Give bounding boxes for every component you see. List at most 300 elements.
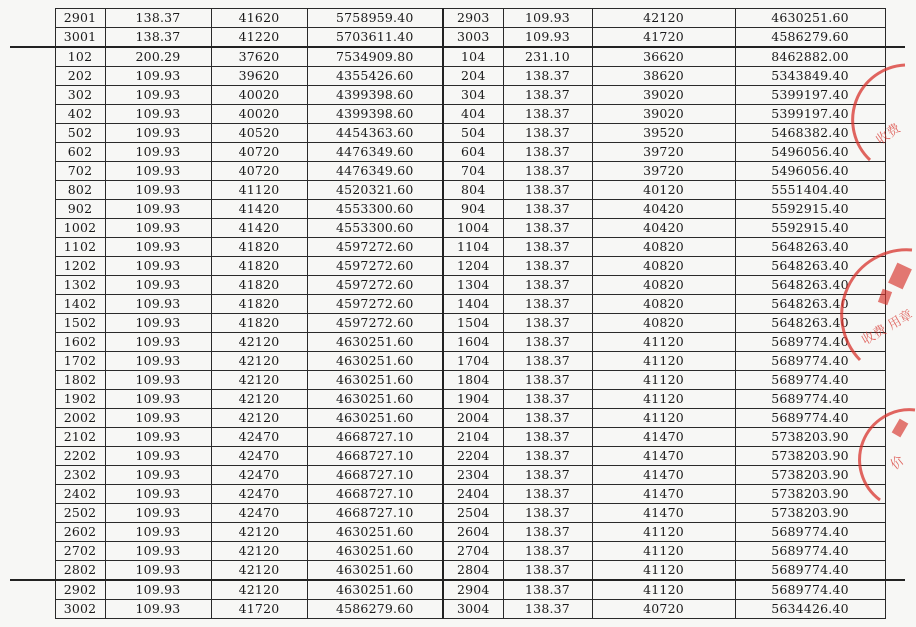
cell-price-b: 41120 <box>592 561 735 581</box>
cell-price-b: 39020 <box>592 105 735 124</box>
cell-total-b: 5648263.40 <box>735 314 885 333</box>
cell-unit-b: 604 <box>443 143 503 162</box>
cell-unit-a: 1902 <box>55 390 105 409</box>
row-margin <box>10 276 55 295</box>
cell-price-a: 41420 <box>211 200 307 219</box>
row-margin <box>10 352 55 371</box>
row-margin-right <box>885 276 905 295</box>
cell-total-a: 7534909.80 <box>307 47 443 67</box>
cell-area-a: 138.37 <box>105 28 211 48</box>
cell-total-a: 4668727.10 <box>307 466 443 485</box>
cell-total-a: 4630251.60 <box>307 523 443 542</box>
row-margin-right <box>885 200 905 219</box>
cell-unit-b: 904 <box>443 200 503 219</box>
cell-total-a: 4476349.60 <box>307 143 443 162</box>
cell-unit-b: 1604 <box>443 333 503 352</box>
row-margin <box>10 162 55 181</box>
cell-price-b: 40820 <box>592 314 735 333</box>
cell-unit-a: 2102 <box>55 428 105 447</box>
cell-total-b: 5468382.40 <box>735 124 885 143</box>
cell-price-b: 41120 <box>592 580 735 600</box>
cell-unit-b: 1704 <box>443 352 503 371</box>
row-margin <box>10 561 55 581</box>
cell-price-b: 40120 <box>592 181 735 200</box>
cell-area-a: 109.93 <box>105 257 211 276</box>
cell-total-a: 4630251.60 <box>307 580 443 600</box>
cell-price-b: 41720 <box>592 28 735 48</box>
row-margin <box>10 295 55 314</box>
cell-total-b: 5648263.40 <box>735 257 885 276</box>
row-margin-right <box>885 86 905 105</box>
cell-price-a: 42470 <box>211 447 307 466</box>
row-margin-right <box>885 371 905 390</box>
cell-total-b: 8462882.00 <box>735 47 885 67</box>
row-margin <box>10 86 55 105</box>
cell-total-a: 4630251.60 <box>307 390 443 409</box>
cell-unit-b: 304 <box>443 86 503 105</box>
cell-area-b: 138.37 <box>503 67 592 86</box>
cell-unit-b: 1204 <box>443 257 503 276</box>
cell-area-b: 138.37 <box>503 124 592 143</box>
table-row <box>10 105 905 124</box>
row-margin-right <box>885 9 905 28</box>
cell-unit-a: 902 <box>55 200 105 219</box>
cell-area-b: 138.37 <box>503 276 592 295</box>
cell-area-b: 138.37 <box>503 238 592 257</box>
row-margin <box>10 219 55 238</box>
cell-total-b: 5496056.40 <box>735 143 885 162</box>
cell-total-a: 4630251.60 <box>307 371 443 390</box>
cell-unit-b: 2704 <box>443 542 503 561</box>
cell-total-a: 4630251.60 <box>307 561 443 581</box>
row-margin <box>10 542 55 561</box>
table-row <box>10 428 905 447</box>
row-margin <box>10 105 55 124</box>
cell-price-b: 38620 <box>592 67 735 86</box>
cell-area-a: 109.93 <box>105 371 211 390</box>
cell-area-a: 109.93 <box>105 523 211 542</box>
cell-total-b: 5689774.40 <box>735 580 885 600</box>
cell-area-b: 138.37 <box>503 561 592 581</box>
cell-price-b: 41120 <box>592 542 735 561</box>
cell-unit-a: 1402 <box>55 295 105 314</box>
cell-total-b: 5592915.40 <box>735 219 885 238</box>
cell-area-b: 138.37 <box>503 352 592 371</box>
table-row <box>10 124 905 143</box>
cell-area-a: 109.93 <box>105 333 211 352</box>
table-row <box>10 333 905 352</box>
cell-price-b: 40820 <box>592 257 735 276</box>
cell-total-a: 4668727.10 <box>307 485 443 504</box>
cell-unit-b: 1304 <box>443 276 503 295</box>
table-row <box>10 600 905 619</box>
cell-unit-b: 2504 <box>443 504 503 523</box>
cell-area-a: 109.93 <box>105 162 211 181</box>
cell-unit-a: 302 <box>55 86 105 105</box>
cell-unit-a: 502 <box>55 124 105 143</box>
table-row <box>10 86 905 105</box>
cell-price-a: 42120 <box>211 409 307 428</box>
cell-total-b: 5689774.40 <box>735 409 885 428</box>
cell-unit-b: 1004 <box>443 219 503 238</box>
cell-total-a: 4399398.60 <box>307 86 443 105</box>
cell-price-a: 42120 <box>211 523 307 542</box>
cell-total-a: 4597272.60 <box>307 276 443 295</box>
cell-total-b: 5738203.90 <box>735 504 885 523</box>
row-margin-right <box>885 428 905 447</box>
cell-unit-a: 2802 <box>55 561 105 581</box>
cell-price-b: 41120 <box>592 523 735 542</box>
cell-unit-b: 3003 <box>443 28 503 48</box>
cell-area-a: 109.93 <box>105 238 211 257</box>
row-margin <box>10 257 55 276</box>
cell-price-b: 40420 <box>592 219 735 238</box>
cell-area-b: 231.10 <box>503 47 592 67</box>
row-margin-right <box>885 143 905 162</box>
cell-total-a: 4597272.60 <box>307 238 443 257</box>
cell-unit-b: 2804 <box>443 561 503 581</box>
cell-price-b: 40420 <box>592 200 735 219</box>
cell-area-b: 138.37 <box>503 485 592 504</box>
table-row <box>10 466 905 485</box>
cell-total-a: 4454363.60 <box>307 124 443 143</box>
seal-1-text: 收费 <box>873 121 904 149</box>
seal-2-text: 收费 用章 <box>859 307 916 349</box>
cell-price-a: 41820 <box>211 257 307 276</box>
cell-price-b: 41120 <box>592 333 735 352</box>
cell-price-a: 42470 <box>211 466 307 485</box>
cell-price-a: 41820 <box>211 238 307 257</box>
cell-price-a: 42120 <box>211 390 307 409</box>
cell-total-b: 4586279.60 <box>735 28 885 48</box>
cell-total-a: 4586279.60 <box>307 600 443 619</box>
cell-price-a: 42120 <box>211 580 307 600</box>
cell-total-a: 5703611.40 <box>307 28 443 48</box>
cell-price-b: 42120 <box>592 9 735 28</box>
cell-price-a: 41420 <box>211 219 307 238</box>
cell-area-a: 109.93 <box>105 390 211 409</box>
cell-price-b: 41120 <box>592 371 735 390</box>
cell-total-b: 5738203.90 <box>735 485 885 504</box>
cell-area-a: 109.93 <box>105 580 211 600</box>
cell-area-b: 138.37 <box>503 371 592 390</box>
cell-price-b: 39520 <box>592 124 735 143</box>
row-margin-right <box>885 600 905 619</box>
cell-area-b: 138.37 <box>503 333 592 352</box>
cell-area-b: 138.37 <box>503 200 592 219</box>
cell-unit-a: 602 <box>55 143 105 162</box>
row-margin <box>10 600 55 619</box>
cell-total-b: 5738203.90 <box>735 428 885 447</box>
cell-total-b: 5343849.40 <box>735 67 885 86</box>
cell-total-a: 4630251.60 <box>307 352 443 371</box>
cell-unit-a: 1202 <box>55 257 105 276</box>
row-margin <box>10 504 55 523</box>
table-row <box>10 47 905 67</box>
cell-unit-a: 202 <box>55 67 105 86</box>
cell-price-a: 42120 <box>211 561 307 581</box>
cell-unit-b: 2903 <box>443 9 503 28</box>
cell-price-b: 41120 <box>592 390 735 409</box>
row-margin <box>10 9 55 28</box>
cell-area-b: 109.93 <box>503 28 592 48</box>
row-margin-right <box>885 105 905 124</box>
cell-price-b: 40820 <box>592 276 735 295</box>
cell-area-a: 138.37 <box>105 9 211 28</box>
cell-total-b: 5738203.90 <box>735 447 885 466</box>
cell-area-b: 138.37 <box>503 181 592 200</box>
row-margin <box>10 580 55 600</box>
row-margin-right <box>885 124 905 143</box>
cell-price-a: 40020 <box>211 86 307 105</box>
cell-total-b: 5648263.40 <box>735 276 885 295</box>
row-margin-right <box>885 504 905 523</box>
row-margin <box>10 428 55 447</box>
row-margin <box>10 485 55 504</box>
table-row <box>10 238 905 257</box>
row-margin-right <box>885 67 905 86</box>
table-row <box>10 542 905 561</box>
cell-unit-b: 1504 <box>443 314 503 333</box>
cell-unit-a: 1302 <box>55 276 105 295</box>
cell-price-a: 42470 <box>211 504 307 523</box>
cell-unit-a: 102 <box>55 47 105 67</box>
row-margin <box>10 28 55 48</box>
cell-total-b: 5634426.40 <box>735 600 885 619</box>
cell-unit-a: 3002 <box>55 600 105 619</box>
cell-total-a: 4476349.60 <box>307 162 443 181</box>
cell-area-b: 138.37 <box>503 143 592 162</box>
cell-unit-a: 2901 <box>55 9 105 28</box>
cell-area-a: 109.93 <box>105 67 211 86</box>
cell-unit-a: 2602 <box>55 523 105 542</box>
cell-price-a: 40520 <box>211 124 307 143</box>
row-margin-right <box>885 257 905 276</box>
cell-area-a: 109.93 <box>105 352 211 371</box>
cell-price-a: 40020 <box>211 105 307 124</box>
cell-total-a: 4597272.60 <box>307 295 443 314</box>
cell-total-b: 4630251.60 <box>735 9 885 28</box>
cell-price-b: 41470 <box>592 428 735 447</box>
cell-unit-b: 1804 <box>443 371 503 390</box>
table-row <box>10 219 905 238</box>
price-table <box>10 8 905 619</box>
cell-area-a: 109.93 <box>105 409 211 428</box>
cell-price-b: 40720 <box>592 600 735 619</box>
cell-total-b: 5689774.40 <box>735 523 885 542</box>
table-row <box>10 447 905 466</box>
cell-area-a: 109.93 <box>105 181 211 200</box>
cell-area-a: 109.93 <box>105 219 211 238</box>
row-margin <box>10 143 55 162</box>
table-row <box>10 257 905 276</box>
cell-area-a: 109.93 <box>105 276 211 295</box>
cell-price-a: 42120 <box>211 371 307 390</box>
table-row <box>10 580 905 600</box>
cell-total-b: 5738203.90 <box>735 466 885 485</box>
cell-area-b: 138.37 <box>503 580 592 600</box>
cell-area-a: 109.93 <box>105 143 211 162</box>
cell-unit-a: 2902 <box>55 580 105 600</box>
table-row <box>10 390 905 409</box>
cell-unit-b: 2604 <box>443 523 503 542</box>
cell-unit-b: 204 <box>443 67 503 86</box>
cell-area-a: 109.93 <box>105 504 211 523</box>
table-body <box>10 9 905 619</box>
row-margin-right <box>885 295 905 314</box>
row-margin <box>10 333 55 352</box>
cell-unit-b: 2004 <box>443 409 503 428</box>
cell-unit-a: 1502 <box>55 314 105 333</box>
table-row <box>10 181 905 200</box>
cell-price-a: 39620 <box>211 67 307 86</box>
cell-area-b: 138.37 <box>503 409 592 428</box>
table-row <box>10 504 905 523</box>
cell-area-a: 109.93 <box>105 600 211 619</box>
cell-total-a: 4597272.60 <box>307 257 443 276</box>
table-row <box>10 561 905 581</box>
cell-area-b: 138.37 <box>503 390 592 409</box>
cell-price-a: 42120 <box>211 352 307 371</box>
cell-area-b: 138.37 <box>503 447 592 466</box>
cell-area-b: 138.37 <box>503 523 592 542</box>
cell-total-b: 5399197.40 <box>735 105 885 124</box>
cell-unit-a: 1802 <box>55 371 105 390</box>
cell-unit-a: 702 <box>55 162 105 181</box>
row-margin-right <box>885 542 905 561</box>
cell-unit-b: 1104 <box>443 238 503 257</box>
table-row <box>10 314 905 333</box>
cell-area-a: 109.93 <box>105 447 211 466</box>
cell-price-a: 42470 <box>211 428 307 447</box>
cell-unit-a: 2402 <box>55 485 105 504</box>
row-margin <box>10 523 55 542</box>
cell-price-b: 41470 <box>592 447 735 466</box>
cell-total-a: 4355426.60 <box>307 67 443 86</box>
table-row <box>10 143 905 162</box>
cell-area-b: 138.37 <box>503 542 592 561</box>
cell-unit-a: 1002 <box>55 219 105 238</box>
cell-unit-a: 2502 <box>55 504 105 523</box>
cell-unit-b: 2104 <box>443 428 503 447</box>
cell-unit-b: 104 <box>443 47 503 67</box>
row-margin-right <box>885 181 905 200</box>
cell-price-b: 41470 <box>592 485 735 504</box>
cell-unit-a: 402 <box>55 105 105 124</box>
cell-total-a: 4668727.10 <box>307 447 443 466</box>
cell-price-b: 40820 <box>592 295 735 314</box>
cell-area-b: 138.37 <box>503 295 592 314</box>
cell-price-a: 41820 <box>211 295 307 314</box>
cell-price-b: 39020 <box>592 86 735 105</box>
cell-area-b: 138.37 <box>503 105 592 124</box>
cell-unit-a: 802 <box>55 181 105 200</box>
table-row <box>10 485 905 504</box>
row-margin <box>10 409 55 428</box>
cell-total-b: 5689774.40 <box>735 542 885 561</box>
table-row <box>10 28 905 48</box>
cell-total-a: 4668727.10 <box>307 504 443 523</box>
cell-price-a: 41120 <box>211 181 307 200</box>
cell-unit-b: 2904 <box>443 580 503 600</box>
cell-area-a: 109.93 <box>105 314 211 333</box>
cell-area-b: 138.37 <box>503 504 592 523</box>
cell-area-b: 109.93 <box>503 9 592 28</box>
cell-area-a: 109.93 <box>105 124 211 143</box>
cell-total-a: 4597272.60 <box>307 314 443 333</box>
table-row <box>10 200 905 219</box>
row-margin-right <box>885 219 905 238</box>
row-margin <box>10 181 55 200</box>
cell-unit-b: 404 <box>443 105 503 124</box>
row-margin-right <box>885 314 905 333</box>
row-margin-right <box>885 409 905 428</box>
cell-total-b: 5496056.40 <box>735 162 885 181</box>
cell-area-a: 109.93 <box>105 485 211 504</box>
cell-total-a: 4553300.60 <box>307 200 443 219</box>
cell-unit-b: 704 <box>443 162 503 181</box>
cell-unit-a: 2202 <box>55 447 105 466</box>
cell-total-b: 5689774.40 <box>735 561 885 581</box>
cell-area-b: 138.37 <box>503 600 592 619</box>
cell-unit-b: 3004 <box>443 600 503 619</box>
cell-area-a: 109.93 <box>105 561 211 581</box>
cell-price-b: 36620 <box>592 47 735 67</box>
row-margin <box>10 447 55 466</box>
cell-unit-a: 1702 <box>55 352 105 371</box>
cell-price-a: 41820 <box>211 276 307 295</box>
cell-unit-b: 2304 <box>443 466 503 485</box>
cell-total-a: 4668727.10 <box>307 428 443 447</box>
cell-unit-a: 2702 <box>55 542 105 561</box>
cell-area-a: 109.93 <box>105 86 211 105</box>
row-margin <box>10 200 55 219</box>
cell-unit-a: 2002 <box>55 409 105 428</box>
cell-price-a: 40720 <box>211 143 307 162</box>
row-margin <box>10 466 55 485</box>
cell-area-a: 109.93 <box>105 542 211 561</box>
row-margin <box>10 124 55 143</box>
cell-area-a: 109.93 <box>105 428 211 447</box>
row-margin-right <box>885 485 905 504</box>
cell-area-b: 138.37 <box>503 428 592 447</box>
row-margin-right <box>885 47 905 67</box>
row-margin <box>10 371 55 390</box>
cell-price-b: 40820 <box>592 238 735 257</box>
cell-price-b: 39720 <box>592 143 735 162</box>
cell-total-a: 4630251.60 <box>307 333 443 352</box>
cell-price-b: 41470 <box>592 504 735 523</box>
cell-area-a: 109.93 <box>105 295 211 314</box>
cell-price-b: 39720 <box>592 162 735 181</box>
cell-unit-b: 2404 <box>443 485 503 504</box>
cell-total-b: 5648263.40 <box>735 238 885 257</box>
row-margin-right <box>885 447 905 466</box>
row-margin-right <box>885 523 905 542</box>
table-row <box>10 371 905 390</box>
cell-area-b: 138.37 <box>503 257 592 276</box>
table-row <box>10 295 905 314</box>
table-row <box>10 9 905 28</box>
cell-price-a: 42470 <box>211 485 307 504</box>
cell-unit-b: 1904 <box>443 390 503 409</box>
row-margin-right <box>885 580 905 600</box>
row-margin <box>10 67 55 86</box>
seal-3-text: 价 <box>887 453 908 474</box>
row-margin-right <box>885 352 905 371</box>
table-row <box>10 276 905 295</box>
cell-total-b: 5592915.40 <box>735 200 885 219</box>
